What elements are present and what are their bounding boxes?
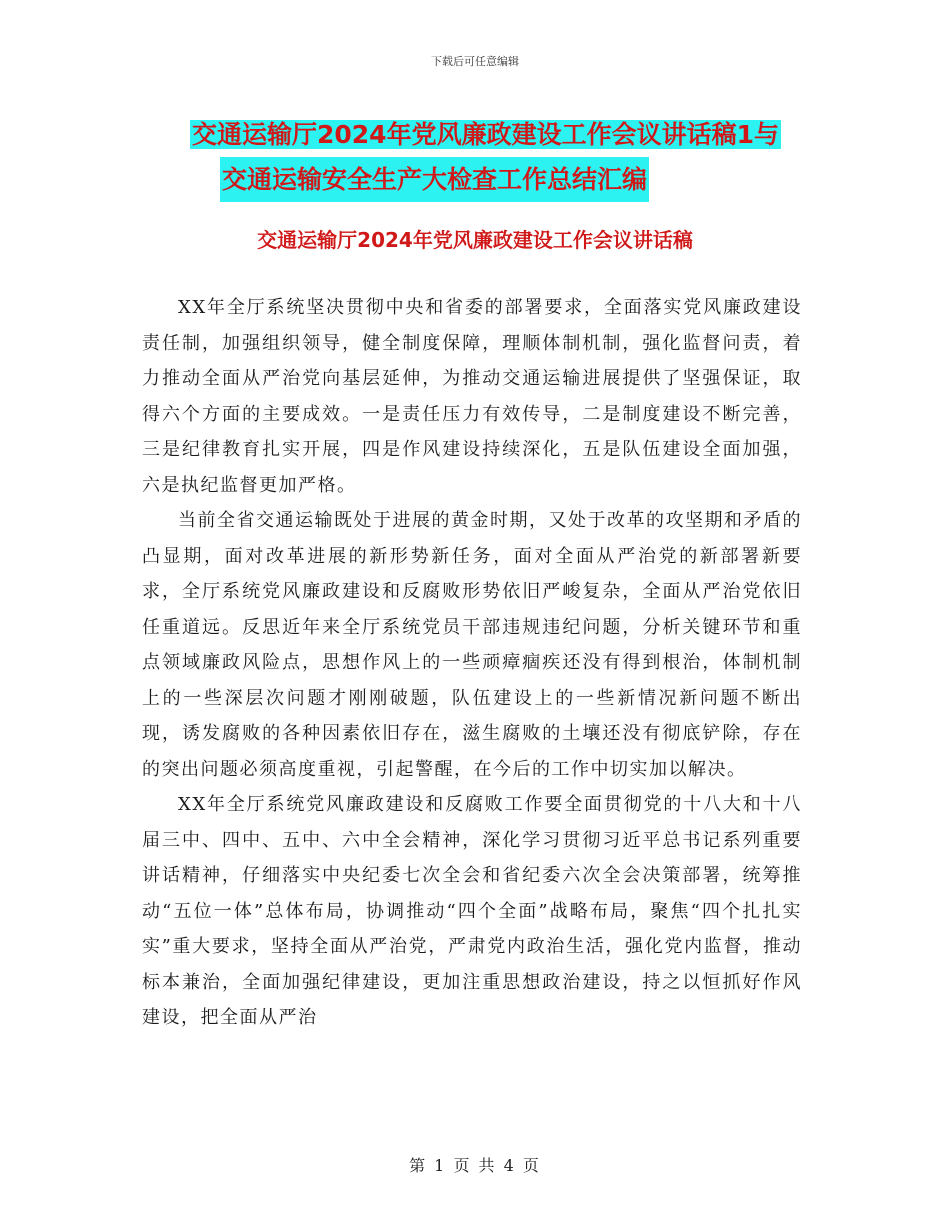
document-title-line2: 交通运输安全生产大检查工作总结汇编 [220, 157, 649, 202]
header-note: 下载后可任意编辑 [431, 55, 519, 68]
paragraph-3: XX年全厅系统党风廉政建设和反腐败工作要全面贯彻党的十八大和十八届三中、四中、五中、六中全会精神，深化学习贯彻习近平总书记系列重要讲话精神，仔细落实中央纪委七次全会和省纪委六次全会决策部署，统筹推动“五位一体”总体布局，协调推动“四个全面”战略布局，聚焦“四个扎扎实实”重大要求，坚持全面从严治党，严肃党内政治生活，强化党内监督，推动标本兼治，全面加强纪律建设，更加注重思想政治建设，持之以恒抓好作风建设，把全面从严治 [142, 794, 802, 1028]
paragraph-2: 当前全省交通运输既处于进展的黄金时期，又处于改革的攻坚期和矛盾的凸显期，面对改革进展的新形势新任务，面对全面从严治党的新部署新要求，全厅系统党风廉政建设和反腐败形势依旧严峻复杂，全面从严治党依旧任重道远。反思近年来全厅系统党员干部违规违纪问题，分析关键环节和重点领域廉政风险点，思想作风上的一些顽瘴痼疾还没有得到根治，体制机制上的一些深层次问题才刚刚破题，队伍建设上的一些新情况新问题不断出现，诱发腐败的各种因素依旧存在，滋生腐败的土壤还没有彻底铲除，存在的突出问题必须高度重视，引起警醒，在今后的工作中切实加以解决。 [142, 510, 802, 780]
section-title: 交通运输厅2024年党风廉政建设工作会议讲话稿 [257, 228, 693, 252]
document-title [190, 112, 810, 202]
document-title-line1: 交通运输厅2024年党风廉政建设工作会议讲话稿1与 [192, 120, 779, 149]
document-body [142, 290, 802, 1036]
page-number: 第 1 页 共 4 页 [409, 1156, 541, 1175]
paragraph-1: XX年全厅系统坚决贯彻中央和省委的部署要求，全面落实党风廉政建设责任制，加强组织领导，健全制度保障，理顺体制机制，强化监督问责，着力推动全面从严治党向基层延伸，为推动交通运输进展提供了坚强保证，取得六个方面的主要成效。一是责任压力有效传导，二是制度建设不断完善，三是纪律教育扎实开展，四是作风建设持续深化，五是队伍建设全面加强，六是执纪监督更加严格。 [142, 297, 802, 496]
